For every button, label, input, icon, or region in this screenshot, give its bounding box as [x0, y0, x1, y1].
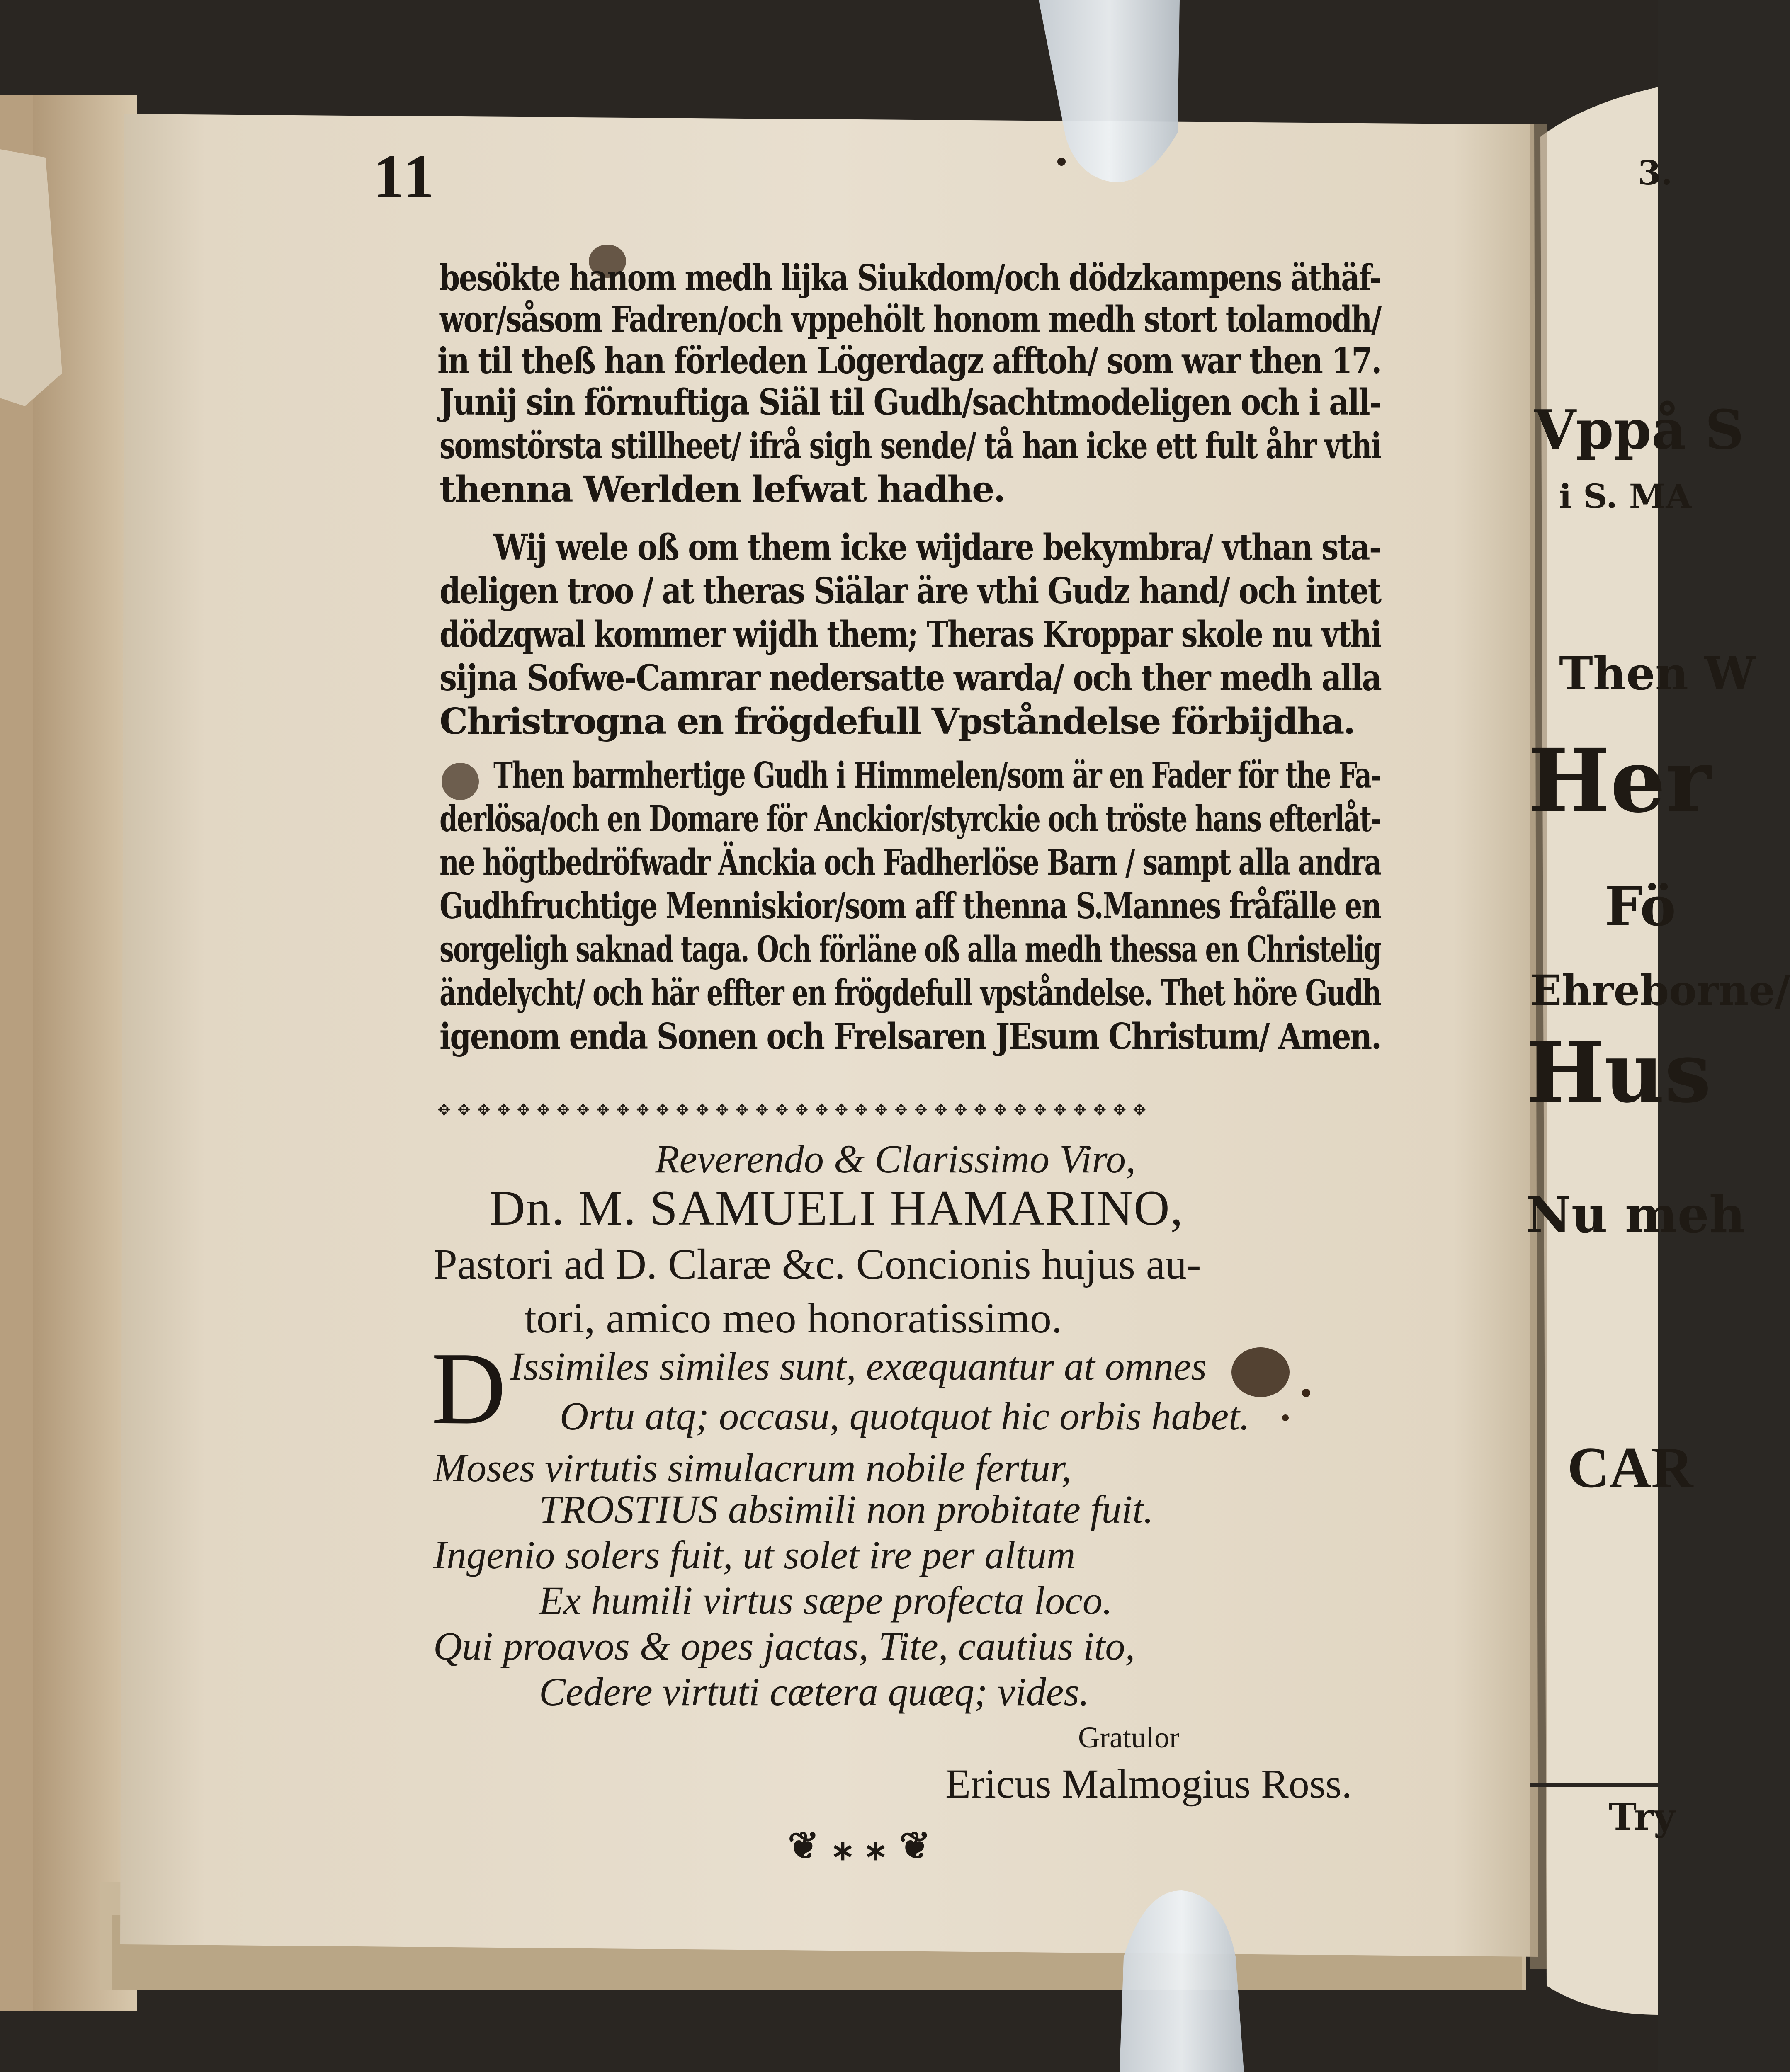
gratulor: Gratulor [1078, 1721, 1179, 1754]
page-number: 11 [373, 142, 437, 211]
text-line: Junij sin förnuftiga Siäl til Gudh/sachtmodeligen och i all- [440, 381, 1381, 423]
poem-line: Ex humili virtus sæpe profecta loco. [539, 1578, 1112, 1623]
side-page-line: Ehreborne/ [1530, 966, 1790, 1015]
text-line: dödzqwal kommer wijdh them; Theras Kroppar skole nu vthi [440, 614, 1381, 655]
poem-line: TROSTIUS absimili non probitate fuit. [539, 1487, 1154, 1531]
text-line: Gudhfruchtige Menniskior/som aff thenna S.Mannes fråfälle en [440, 885, 1381, 927]
side-page-line: Fö [1605, 875, 1676, 938]
side-page-line: Try [1609, 1795, 1676, 1839]
poem-line: Ortu atq; occasu, quotquot hic orbis habet. [560, 1394, 1250, 1438]
side-page-line: Nu meh [1526, 1186, 1746, 1244]
side-page-line: CAR [1567, 1436, 1693, 1500]
text-line: derlösa/och en Domare för Anckior/styrckie och tröste hans efterlåt- [440, 798, 1381, 840]
text-line: somstörsta stillheet/ ifrå sigh sende/ tå han icke ett fult åhr vthi [440, 425, 1381, 467]
poem-line: Cedere virtuti cætera quæq; vides. [539, 1669, 1089, 1714]
poem-line: Ingenio solers fuit, ut solet ire per altum [433, 1533, 1076, 1577]
text-line: besökte hanom medh lijka Siukdom/och dödzkampens äthäf- [440, 257, 1381, 299]
poem-line: Qui proavos & opes jactas, Tite, cautius ito, [433, 1624, 1135, 1668]
drop-cap: D [431, 1331, 506, 1446]
text-line: Then barmhertige Gudh i Himmelen/som är en Fader för the Fa- [493, 755, 1381, 796]
side-page-number: 3. [1638, 153, 1673, 192]
poem-line: Issimiles similes sunt, exæquantur at omnes [510, 1344, 1207, 1388]
text-line: sijna Sofwe-Camrar nedersatte warda/ och ther medh alla [440, 657, 1381, 699]
dedication-line-4: tori, amico meo honoratissimo. [525, 1294, 1062, 1342]
text-line: in til theß han förleden Lögerdagz afftoh/ som war then 17. [437, 340, 1381, 382]
side-page-line: Her [1528, 730, 1712, 832]
side-page-line: Hus [1526, 1024, 1711, 1121]
signature: Ericus Malmogius Ross. [945, 1761, 1352, 1807]
side-page-line: i S. MA [1559, 477, 1692, 516]
text-line: sorgeligh saknad taga. Och förläne oß alla medh thessa en Christelig [440, 929, 1381, 970]
text-line: Christrogna en frögdefull Vpståndelse förbijdha. [440, 701, 1355, 742]
dedication-line-3: Pastori ad D. Claræ &c. Concionis hujus au- [433, 1240, 1201, 1288]
dedication-line-1: Reverendo & Clarissimo Viro, [655, 1137, 1136, 1181]
text-line: ändelycht/ och här effter en frögdefull vpståndelse. Thet höre Gudh [440, 972, 1381, 1014]
text-line: thenna Werlden lefwat hadhe. [440, 468, 1005, 510]
side-page-line: Vppå S [1534, 398, 1744, 461]
side-page-line: Then W [1559, 647, 1756, 700]
text-line: deligen troo / at theras Siälar äre vthi Gudz hand/ och intet [440, 570, 1381, 612]
side-page-rule [1530, 1783, 1658, 1787]
end-ornament: ❦ ⁎ ⁎ ❦ [788, 1826, 933, 1867]
ornament-rule: ✥ ✥ ✥ ✥ ✥ ✥ ✥ ✥ ✥ ✥ ✥ ✥ ✥ ✥ ✥ ✥ ✥ ✥ ✥ ✥ ✥ ✥ ✥ ✥ ✥ ✥ ✥ ✥ ✥ ✥ ✥ ✥ ✥ ✥ ✥ ✥ [437, 1101, 1147, 1119]
poem-line: Moses virtutis simulacrum nobile fertur, [433, 1446, 1071, 1490]
text-line: wor/såsom Fadren/och vppehölt honom medh stort tolamodh/ [440, 298, 1381, 340]
text-line: ne högtbedröfwadr Änckia och Fadherlöse Barn / sampt alla andra [440, 842, 1381, 883]
text-line: Wij wele oß om them icke wijdare bekymbra/ vthan sta- [493, 526, 1381, 568]
text-line: igenom enda Sonen och Frelsaren JEsum Christum/ Amen. [440, 1016, 1381, 1058]
dedication-line-2: Dn. M. SAMUELI HAMARINO, [489, 1180, 1184, 1235]
